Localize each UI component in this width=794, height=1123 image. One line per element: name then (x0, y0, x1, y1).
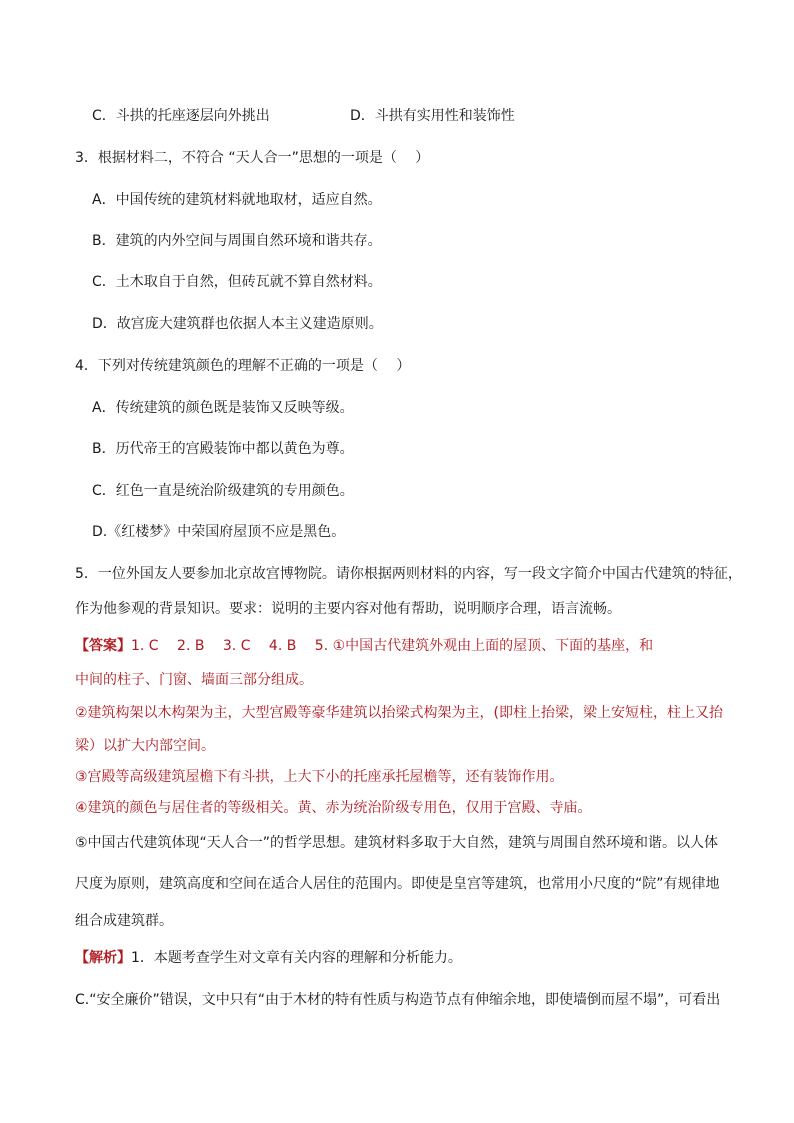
q4-option-a: A．传统建筑的颜色既是装饰又反映等级。 (92, 400, 354, 416)
q2-option-d: D．斗拱有实用性和装饰性 (350, 108, 515, 124)
q4-option-b: B．历代帝王的宫殿装饰中都以黄色为尊。 (92, 441, 354, 457)
answer-point5-line2: 尺度为原则，建筑高度和空间在适合人居住的范围内。即使是皇宫等建筑，也常用小尺度的“院”有规律地 (75, 876, 720, 892)
answer-point2-line2: 梁）以扩大内部空间。 (75, 738, 215, 754)
answer-line1 (75, 636, 653, 656)
q3-option-d: D．故宫庞大建筑群也依据人本主义建造原则。 (92, 316, 383, 332)
analysis-text1: 1．本题考查学生对文章有关内容的理解和分析能力。 (131, 950, 462, 966)
q2-option-c: C．斗拱的托座逐层向外挑出 (92, 108, 270, 124)
analysis-line2: C.“安全廉价”错误，文中只有“由于木材的特有性质与构造节点有伸缩余地，即使墙倒而屋不塌”，可看出 (75, 992, 721, 1008)
q3-option-b: B．建筑的内外空间与周围自然环境和谐共存。 (92, 233, 382, 249)
answer-point5-line1: ⑤中国古代建筑体现“天人合一”的哲学思想。建筑材料多取于大自然，建筑与周围自然环境和谐。以人体 (75, 835, 719, 851)
q4-option-c: C．红色一直是统治阶级建筑的专用颜色。 (92, 483, 354, 499)
q4-stem: 4．下列对传统建筑颜色的理解不正确的一项是（ ） (75, 358, 411, 374)
answer-point2-line1: ②建筑构架以木构架为主，大型宫殿等豪华建筑以抬梁式构架为主，(即柱上抬梁，梁上安短柱，柱上又抬 (75, 705, 724, 721)
q3-option-c: C．土木取自于自然，但砖瓦就不算自然材料。 (92, 274, 382, 290)
q3-stem: 3．根据材料二，不符合 “天人合一”思想的一项是（ ） (75, 150, 430, 166)
answer-point1-cont: 中间的柱子、门窗、墙面三部分组成。 (75, 672, 313, 688)
answer-point4: ④建筑的颜色与居住者的等级相关。黄、赤为统治阶级专用色，仅用于宫殿、寺庙。 (75, 800, 592, 816)
answer-keys: 1. C 2. B 3. C 4. B 5. ①中国古代建筑外观由上面的屋顶、下面的基座，和 (131, 638, 654, 654)
answer-point5-line3: 组合成建筑群。 (75, 913, 173, 929)
q4-option-d: D.《红楼梦》中荣国府屋顶不应是黑色。 (92, 524, 346, 540)
analysis-tag: 【解析】 (75, 950, 131, 966)
q5-stem-line1: 5．一位外国友人要参加北京故宫博物院。请你根据两则材料的内容，写一段文字简介中国古代建筑的特征， (75, 566, 742, 582)
q5-stem-line2: 作为他参观的背景知识。要求：说明的主要内容对他有帮助，说明顺序合理，语言流畅。 (75, 601, 621, 617)
answer-point3: ③宫殿等高级建筑屋檐下有斗拱，上大下小的托座承托屋檐等，还有装饰作用。 (75, 769, 564, 785)
q3-option-a: A．中国传统的建筑材料就地取材，适应自然。 (92, 192, 382, 208)
answer-tag: 【答案】 (75, 638, 131, 654)
analysis-line1 (75, 948, 462, 968)
